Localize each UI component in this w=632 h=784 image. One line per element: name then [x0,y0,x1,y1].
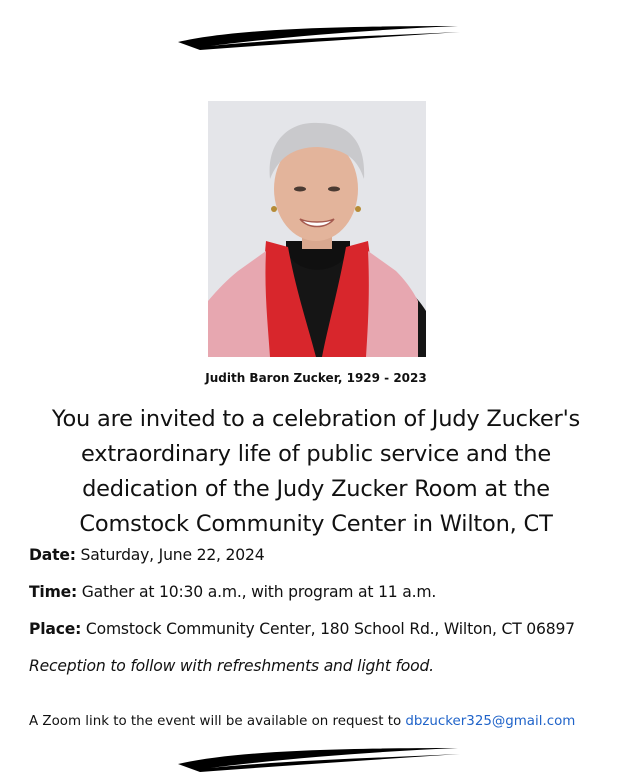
photo-caption: Judith Baron Zucker, 1929 - 2023 [205,371,427,385]
portrait-photo [208,101,426,357]
zoom-text: A Zoom link to the event will be available on request to [29,714,406,729]
invitation-heading [18,402,614,542]
time-value: Gather at 10:30 a.m., with program at 11 a.m. [77,583,437,601]
place-value: Comstock Community Center, 180 School Rd., Wilton, CT 06897 [81,620,575,638]
date-label: Date: [29,546,76,564]
brush-stroke-bottom-divider [170,742,465,774]
reception-note: Reception to follow with refreshments and light food. [29,657,434,675]
brush-stroke-top-divider [170,20,465,52]
place-label: Place: [29,620,82,638]
invitation-line: You are invited to a celebration of Judy Zucker's [51,406,581,432]
invitation-line: extraordinary life of public service and the [80,441,551,467]
date-value: Saturday, June 22, 2024 [75,546,265,564]
invitation-line: dedication of the Judy Zucker Room at the [82,476,550,502]
zoom-note [29,714,575,729]
invitation-line: Comstock Community Center in Wilton, CT [79,511,553,537]
event-place [29,620,575,638]
email-link[interactable]: dbzucker325@gmail.com [405,714,576,729]
event-date [29,546,264,564]
event-time [29,583,436,601]
time-label: Time: [29,583,78,601]
